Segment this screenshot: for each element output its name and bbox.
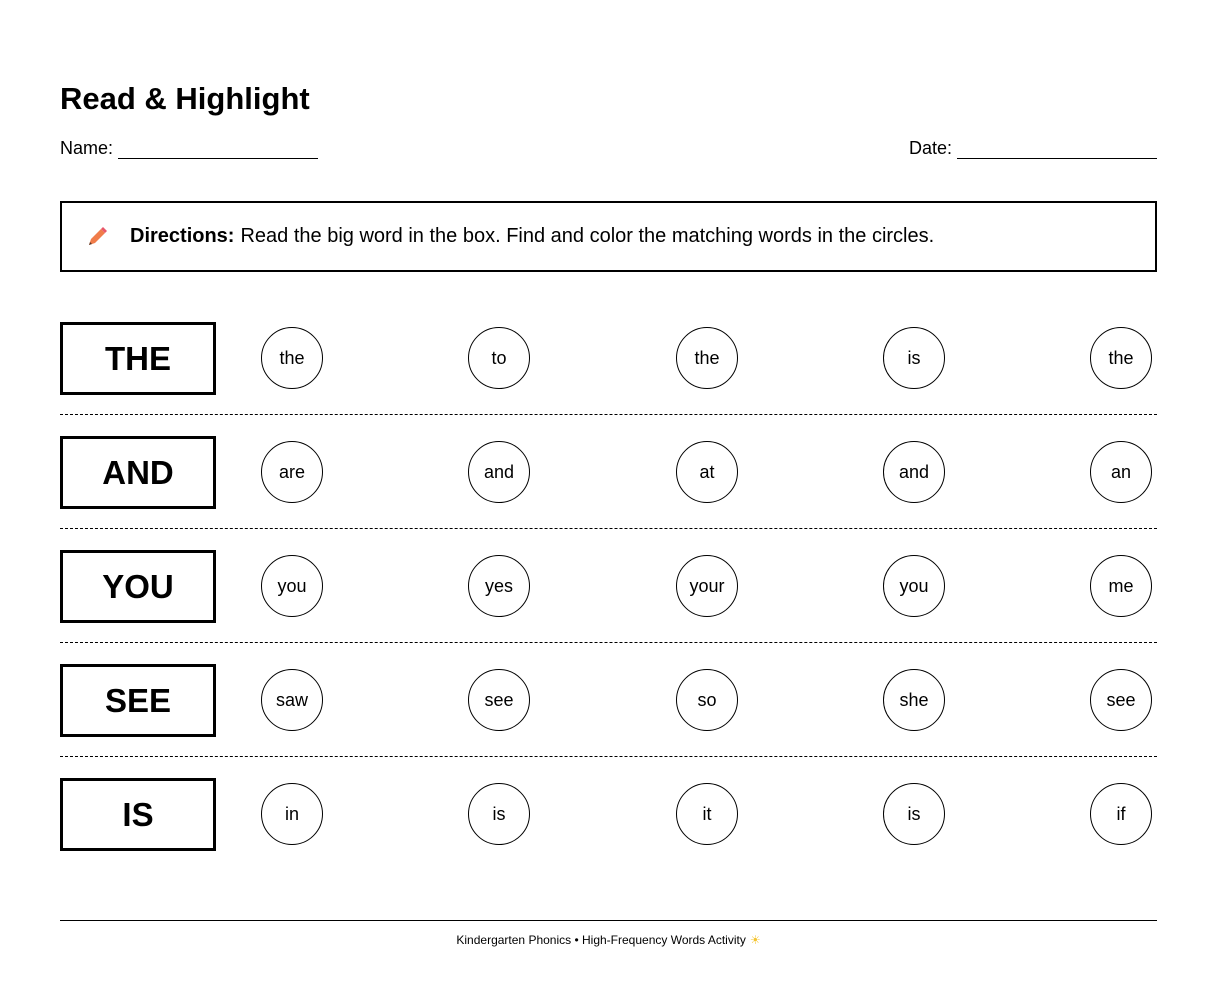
directions-label: Directions: — [130, 225, 235, 247]
word-circle[interactable]: if — [1090, 783, 1152, 845]
footer-text: Kindergarten Phonics • High-Frequency Words Activity — [456, 933, 746, 947]
target-word-box: THE — [60, 322, 216, 395]
word-circle[interactable]: is — [883, 327, 945, 389]
word-circle[interactable]: it — [676, 783, 738, 845]
word-circle[interactable]: at — [676, 441, 738, 503]
word-circle[interactable]: she — [883, 669, 945, 731]
date-label: Date: — [908, 138, 952, 158]
page-title: Read & Highlight — [60, 81, 310, 116]
word-circle[interactable]: see — [468, 669, 530, 731]
word-circle[interactable]: is — [468, 783, 530, 845]
date-line[interactable] — [957, 142, 1157, 159]
target-word-box: IS — [60, 778, 216, 851]
name-label: Name: — [60, 138, 114, 158]
word-circle[interactable]: and — [468, 441, 530, 503]
name-line[interactable] — [118, 142, 318, 159]
word-circle[interactable]: yes — [468, 555, 530, 617]
word-circle[interactable]: you — [883, 555, 945, 617]
word-row — [60, 322, 1157, 436]
footer-rule — [60, 920, 1157, 921]
word-row — [60, 664, 1157, 778]
row-divider — [60, 642, 1157, 643]
word-circle[interactable]: and — [883, 441, 945, 503]
target-word-box: AND — [60, 436, 216, 509]
word-row — [60, 778, 1157, 892]
target-word-box: YOU — [60, 550, 216, 623]
word-circle[interactable]: the — [676, 327, 738, 389]
word-circle[interactable]: in — [261, 783, 323, 845]
word-circle[interactable]: saw — [261, 669, 323, 731]
pencil-icon — [84, 224, 110, 250]
word-circle[interactable]: the — [1090, 327, 1152, 389]
row-divider — [60, 414, 1157, 415]
word-circle[interactable]: see — [1090, 669, 1152, 731]
directions-box — [60, 201, 1157, 272]
word-circle[interactable]: to — [468, 327, 530, 389]
word-circle[interactable]: so — [676, 669, 738, 731]
sun-icon: ☀ — [749, 933, 761, 947]
name-field — [60, 138, 318, 159]
word-circle[interactable]: the — [261, 327, 323, 389]
target-word-box: SEE — [60, 664, 216, 737]
word-circle[interactable]: your — [676, 555, 738, 617]
word-circle[interactable]: an — [1090, 441, 1152, 503]
row-divider — [60, 756, 1157, 757]
student-info — [60, 138, 1157, 162]
word-rows — [60, 322, 1157, 892]
word-circle[interactable]: is — [883, 783, 945, 845]
word-circle[interactable]: you — [261, 555, 323, 617]
footer — [60, 933, 1157, 947]
row-divider — [60, 528, 1157, 529]
word-circle[interactable]: are — [261, 441, 323, 503]
word-circle[interactable]: me — [1090, 555, 1152, 617]
word-row — [60, 550, 1157, 664]
word-row — [60, 436, 1157, 550]
directions-text: Read the big word in the box. Find and color the matching words in the circles. — [240, 225, 935, 247]
date-field — [909, 138, 1157, 159]
